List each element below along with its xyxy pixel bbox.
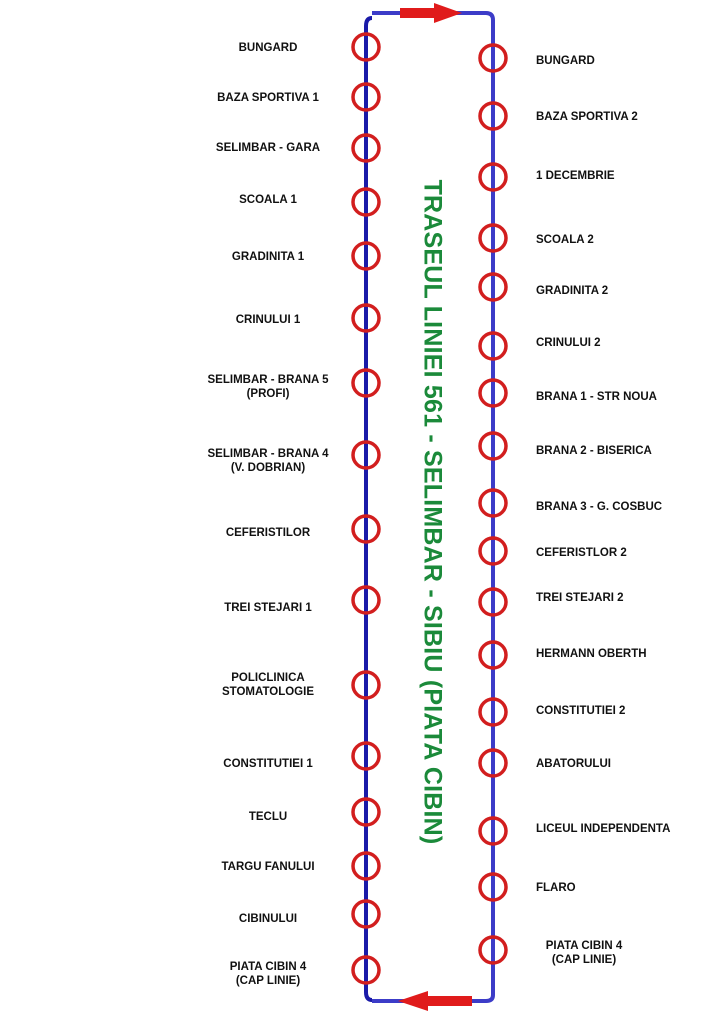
stop-label-right: ABATORULUI	[536, 758, 611, 770]
stop-label-right: CONSTITUTIEI 2	[536, 705, 626, 717]
stop-label-left: POLICLINICA STOMATOLOGIE	[221, 672, 315, 698]
direction-arrow-top	[400, 3, 462, 23]
stop-label-right: BAZA SPORTIVA 2	[536, 111, 638, 123]
stop-label-left: SCOALA 1	[239, 194, 297, 206]
stop-label-right: PIATA CIBIN 4 (CAP LINIE)	[545, 940, 623, 966]
stop-label-left: TARGU FANULUI	[221, 861, 315, 873]
stop-label-right: CRINULUI 2	[536, 337, 601, 349]
stop-label-right: TREI STEJARI 2	[536, 592, 624, 604]
stop-label-right: CEFERISTLOR 2	[536, 547, 627, 559]
stop-label-right: BRANA 1 - STR NOUA	[536, 391, 657, 403]
stop-label-right: GRADINITA 2	[536, 285, 609, 297]
stop-label-right: BRANA 3 - G. COSBUC	[536, 501, 663, 513]
stop-label-left: SELIMBAR - BRANA 5 (PROFI)	[207, 374, 329, 400]
stop-label-right: FLARO	[536, 882, 576, 894]
stop-label-right: BUNGARD	[536, 55, 595, 67]
stop-label-left: SELIMBAR - BRANA 4 (V. DOBRIAN)	[207, 448, 329, 474]
stop-label-left: BUNGARD	[238, 42, 298, 54]
stop-label-right: SCOALA 2	[536, 234, 594, 246]
stop-label-left: TREI STEJARI 1	[224, 602, 312, 614]
stop-label-left: SELIMBAR - GARA	[215, 142, 321, 154]
stop-label-left: PIATA CIBIN 4 (CAP LINIE)	[229, 961, 307, 987]
stop-label-left: CEFERISTILOR	[225, 527, 311, 539]
stop-label-left: CRINULUI 1	[235, 314, 301, 326]
stop-label-left: BAZA SPORTIVA 1	[217, 92, 319, 104]
direction-arrow-bottom	[398, 991, 472, 1011]
stop-label-right: 1 DECEMBRIE	[536, 170, 615, 182]
stop-label-left: TECLU	[248, 811, 288, 823]
stop-label-right: LICEUL INDEPENDENTA	[536, 823, 671, 835]
stop-label-right: HERMANN OBERTH	[536, 648, 647, 660]
route-title: TRASEUL LINIEI 561 - SELIMBAR - SIBIU (PIATA CIBIN)	[418, 179, 447, 845]
stop-label-right: BRANA 2 - BISERICA	[536, 445, 652, 457]
stop-label-left: CIBINULUI	[238, 913, 298, 925]
stop-label-left: GRADINITA 1	[231, 251, 305, 263]
stop-label-left: CONSTITUTIEI 1	[223, 758, 313, 770]
